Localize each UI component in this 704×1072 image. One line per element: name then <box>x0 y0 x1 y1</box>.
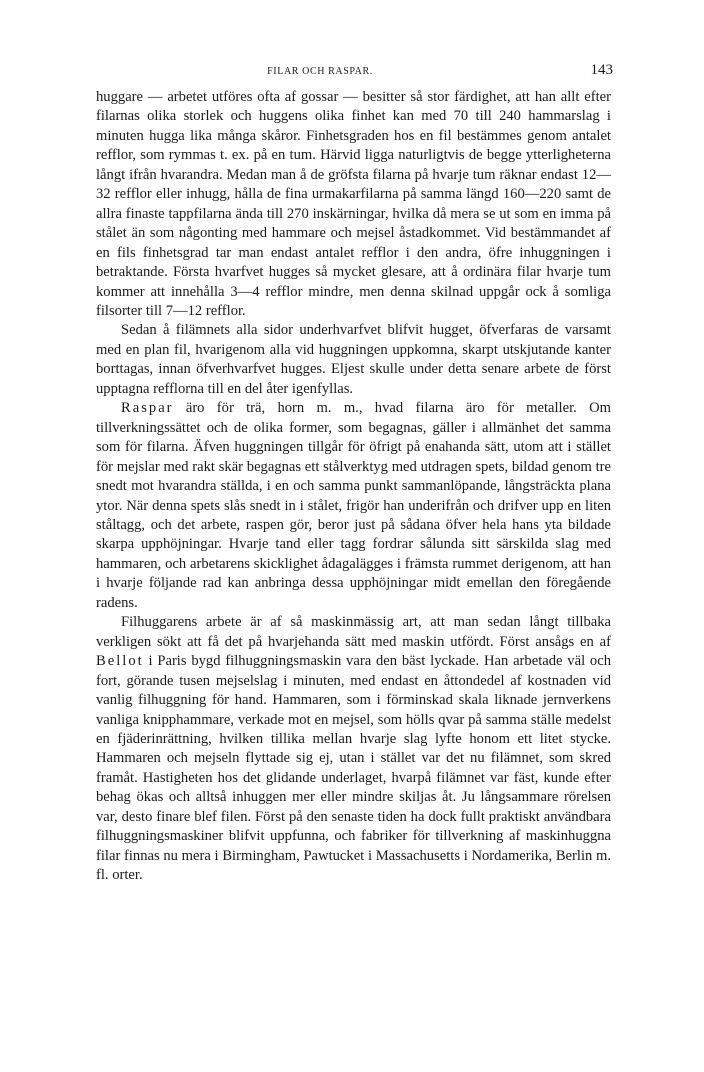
filhuggning-text-end: i Paris bygd filhuggningsmaskin vara den bäst lyckade. Han arbetade väl och fort, görande tusen mejselslag i minuten, med endast en åttondedel af kostnaden vid vanlig filhuggning för hand. Hammaren, som i förminskad skala liknade jernverkens vanliga knipphammare, verkade mot en mejsel, som hölls qvar på samma ställe medelst en fjäderinrättning, hvilken tillika mellan hvarje slag lyfte honom ett litet stycke. Hammaren och mejseln flyttade sig ej, utan i stället var det nu filämnet, som skred framåt. Hastigheten hos det glidande underlaget, hvarpå filämnet var fäst, kunde efter behag ökas och alltså inhuggen mer eller mindre skiljas åt. Ju långsammare rörelsen var, desto finare blef filen. Först på den senaste tiden ha dock fullt praktiskt användbara filhuggningsmaskiner blifvit uppfunna, och fabriker för tillverkning af maskinhuggna filar finnas nu mera i Birmingham, Pawtucket i Massachusetts i Nordamerika, Berlin m. fl. orter. <box>96 653 611 884</box>
body-text <box>96 88 611 886</box>
filhuggning-text-start: Filhuggarens arbete är af så maskinmässig art, att man sedan långt tillbaka verkligen sökt att få det på hvarjehanda sätt med maskin utfördt. Först ansågs en af <box>96 614 611 650</box>
paragraph-raspar <box>96 399 611 613</box>
paragraph-continuation: huggare — arbetet utföres ofta af gossar — besitter så stor färdighet, att han allt efter filarnas olika storlek och huggens olika finhet kan med 70 till 240 hammarslag i minuten hugga lika många skåror. Finhetsgraden hos en fil bestämmes genom antalet refflor, som rymmas t. ex. på en tum. Härvid ligga naturligtvis de begge ytterligheterna långt ifrån hvarandra. Medan man å de gröfsta filarna på hvarje tum räknar endast 12—32 refflor eller inhugg, hålla de fina urmakarfilarna på samma längd 160—220 samt de allra finaste tappfilarna ända till 270 inskärningar, hvilka då mera se ut som en imma på stålet än som någonting med hammare och mejsel åstadkommet. Vid bestämmandet af en fils finhetsgrad tar man endast antalet refflor i den andra, öfre inhuggningen i betraktande. Första hvarfvet hugges så mycket glesare, att å ordinära filar hvarje tum kommer att innehålla 3—4 refflor mindre, men denna skilnad uppgår ock å somliga filsorter till 7—12 refflor. <box>96 89 611 319</box>
raspar-text: äro för trä, horn m. m., hvad filarna äro för metaller. Om tillverkningssättet och de olika former, som begagnas, gäller i allmänhet det samma som för filarna. Äfven huggningen tillgår för öfrigt på enahanda sätt, utom att i stället för mejslar med rakt skär begagnas ett stålverktyg med utdragen spets, bildad genom tre snedt mot hvarandra ställda, i en och samma punkt sammanlöpande, långsträckta plana ytor. När denna spets slås snedt in i stålet, frigör han underifrån och drifver upp en liten ståltagg, och det arbete, raspen gör, beror just på sådana öfver hela hans yta bildade skarpa upphöjningar. Hvarje tand eller tagg fordrar sålunda sitt särskilda slag med hammaren, och arbetarens skicklighet ådagalägges i främsta rummet derigenom, att han i hvarje följande rad kan anbringa dessa upphöjningar midt emellan den föregående radens. <box>96 400 611 611</box>
paragraph-filamnet: Sedan å filämnets alla sidor underhvarfvet blifvit hugget, öfverfaras de varsamt med en plan fil, hvarigenom alla vid huggningen uppkomna, skarpt utskjutande kanter borttagas, innan öfverhvarfvet hugges. Eljest skulle under detta senare arbete de först upptagna refflorna till en del åter igenfyllas. <box>96 322 611 397</box>
bellot-name: Bellot <box>96 653 144 670</box>
raspar-term: Raspar <box>121 400 174 417</box>
paragraph-filhuggning <box>96 613 611 885</box>
page-number: 143 <box>590 62 613 78</box>
running-head <box>0 62 704 82</box>
running-title: FILAR OCH RASPAR. <box>267 66 373 77</box>
